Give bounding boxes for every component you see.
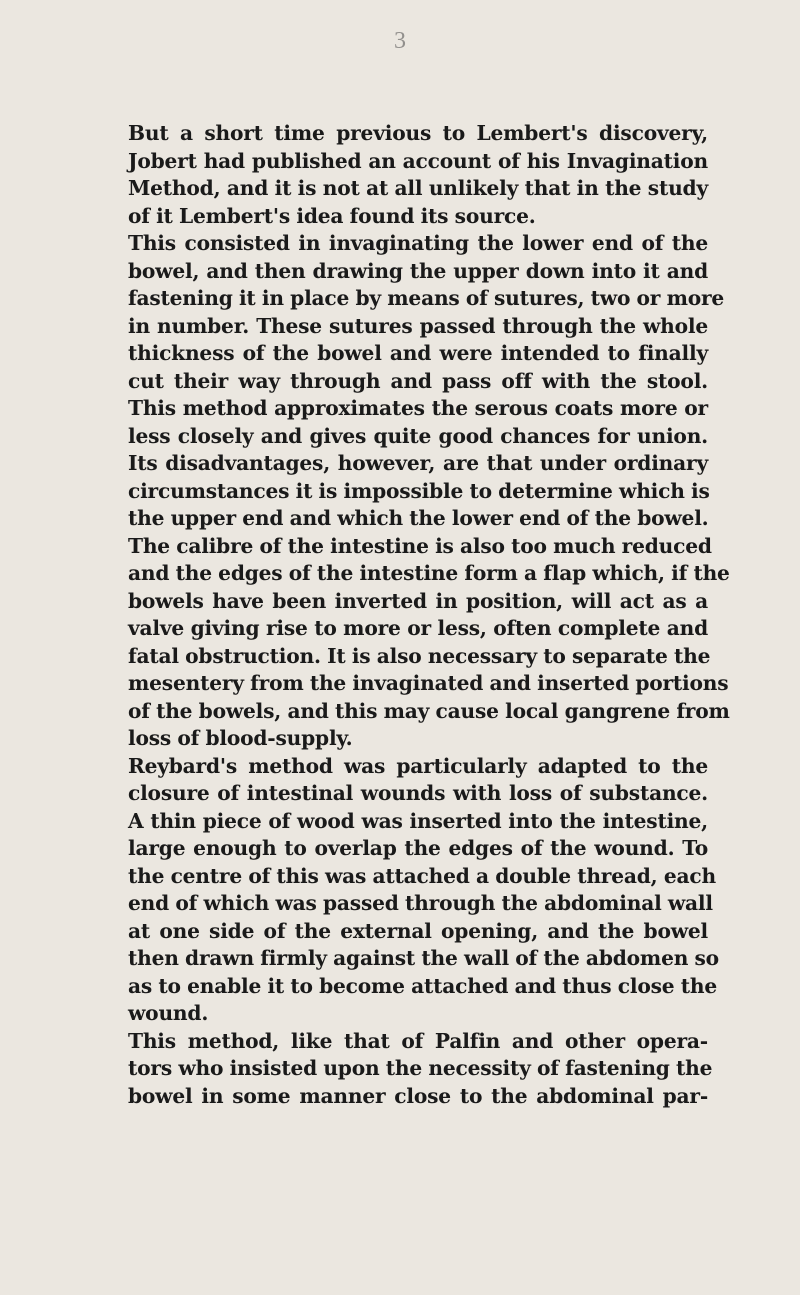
text-line: tors who insisted upon the necessity of fastening the	[128, 1056, 713, 1080]
page-number: 3	[394, 28, 406, 54]
text-line: thickness of the bowel and were intended to finally	[128, 341, 708, 365]
text-line: This consisted in invaginating the lower end of the	[128, 231, 708, 255]
text-line: wound.	[128, 1001, 209, 1025]
text-line: bowel in some manner close to the abdominal par-	[128, 1083, 708, 1108]
text-line: at one side of the external opening, and the bowel	[128, 918, 708, 943]
body-text	[128, 120, 730, 1110]
text-line: cut their way through and pass off with the stool.	[128, 368, 708, 393]
text-line: of it Lembert's idea found its source.	[128, 203, 536, 228]
text-line: of the bowels, and this may cause local gangrene from	[128, 698, 730, 723]
text-line: the centre of this was attached a double thread, each	[128, 863, 716, 888]
text-line: Jobert had published an account of his Invagination	[128, 148, 708, 173]
text-line: valve giving rise to more or less, often complete and	[128, 616, 708, 640]
text-line: the upper end and which the lower end of the bowel.	[128, 506, 709, 530]
text-line: A thin piece of wood was inserted into the intestine,	[128, 808, 708, 833]
text-line: fatal obstruction. It is also necessary to separate the	[128, 643, 711, 668]
text-line: This method, like that of Palfin and other opera-	[128, 1028, 708, 1053]
text-line: bowels have been inverted in position, will act as a	[128, 588, 708, 613]
text-line: Method, and it is not at all unlikely that in the study	[128, 176, 708, 200]
text-line: mesentery from the invaginated and inserted portions	[128, 671, 729, 695]
text-line: and the edges of the intestine form a flap which, if the	[128, 561, 730, 585]
text-line: in number. These sutures passed through the whole	[128, 313, 708, 338]
text-line: closure of intestinal wounds with loss of substance.	[128, 781, 708, 805]
text-line: But a short time previous to Lembert's discovery,	[128, 121, 708, 145]
text-line: end of which was passed through the abdominal wall	[128, 891, 713, 915]
text-line: Its disadvantages, however, are that under ordinary	[128, 451, 708, 475]
text-line: Reybard's method was particularly adapted to the	[128, 753, 708, 778]
text-line: bowel, and then drawing the upper down into it and	[128, 258, 708, 283]
text-line: large enough to overlap the edges of the wound. To	[128, 836, 708, 860]
text-line: circumstances it is impossible to determine which is	[128, 478, 710, 503]
text-line: This method approximates the serous coats more or	[128, 396, 708, 420]
text-line: fastening it in place by means of sutures, two or more	[128, 286, 725, 310]
text-line: The calibre of the intestine is also too much reduced	[128, 533, 712, 558]
text-line: then drawn firmly against the wall of the abdomen so	[128, 946, 719, 970]
text-line: loss of blood-supply.	[128, 726, 353, 750]
text-line: less closely and gives quite good chances for union.	[128, 423, 708, 448]
text-line: as to enable it to become attached and thus close the	[128, 973, 717, 998]
